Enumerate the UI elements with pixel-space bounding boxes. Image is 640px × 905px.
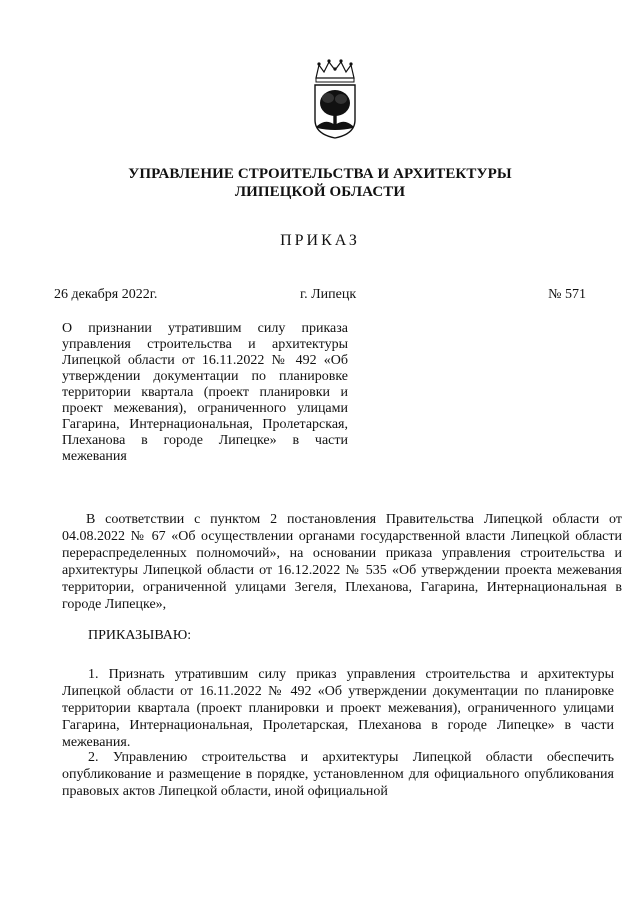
coat-of-arms-icon bbox=[310, 58, 360, 140]
order-item-2: 2. Управлению строительства и архитектуры Липецкой области обеспечить опубликование и размещение в порядке, установленном для официального опубликования правовых актов Липецкой области, иной официальной bbox=[62, 750, 614, 799]
order-item-1: 1. Признать утратившим силу приказ управления строительства и архитектуры Липецкой области от 16.11.2022 № 492 «Об утверждении документации по планировке территории квартала (проект планировки и проект межевания), ограниченного улицами Гагарина, Интернациональная, Пролетарская, Плеханова в городе Липецке» в части межевания. bbox=[62, 667, 614, 750]
org-name-line-1: УПРАВЛЕНИЕ СТРОИТЕЛЬСТВА И АРХИТЕКТУРЫ bbox=[128, 166, 512, 182]
document-city: г. Липецк bbox=[300, 287, 357, 302]
org-name-line-2: ЛИПЕЦКОЙ ОБЛАСТИ bbox=[234, 184, 406, 200]
preamble-paragraph: В соответствии с пунктом 2 постановления Правительства Липецкой области от 04.08.2022 № 67 «Об осуществлении органами государственной власти Липецкой области перераспределенных полномочий», на основании приказа управления строительства и архитектуры Липецкой области от 16.12.2022 № 535 «Об утверждении проекта межевания территории, ограниченной улицами Зегеля, Плеханова, Гагарина, Интернациональная в городе Липецке», bbox=[62, 512, 622, 612]
document-subject: О признании утратившим силу приказа управления строительства и архитектуры Липецкой области от 16.11.2022 № 492 «Об утверждении документации по планировке территории квартала (проект планировки и проект межевания), ограниченного улицами Гагарина, Интернациональная, Пролетарская, Плеханова в городе Липецке» в части межевания bbox=[62, 321, 348, 464]
document-date: 26 декабря 2022г. bbox=[54, 287, 158, 302]
issuing-authority bbox=[0, 165, 640, 201]
document-type: ПРИКАЗ bbox=[280, 232, 360, 249]
document-number: № 571 bbox=[548, 287, 586, 302]
order-word: ПРИКАЗЫВАЮ: bbox=[88, 628, 192, 643]
